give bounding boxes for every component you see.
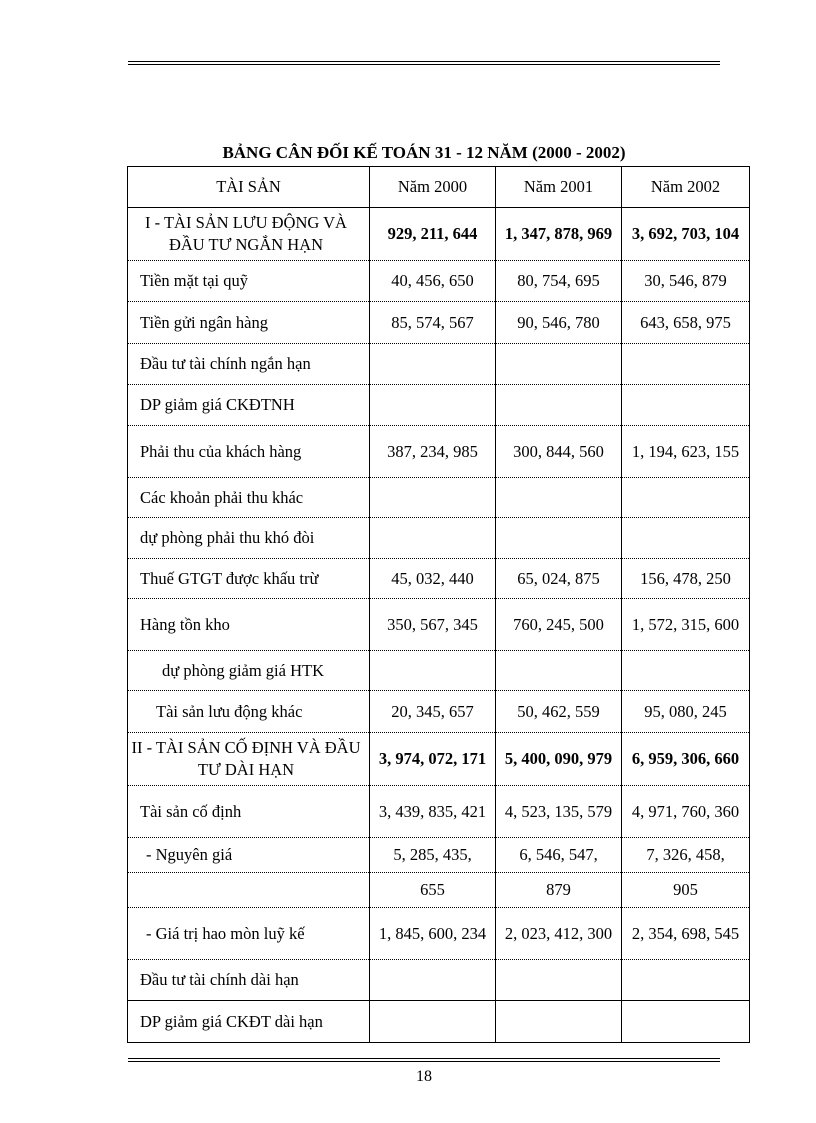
row-value-2000 xyxy=(370,385,496,426)
row-value-2000: 85, 574, 567 xyxy=(370,302,496,344)
row-value-2000 xyxy=(370,478,496,518)
header-2001: Năm 2001 xyxy=(496,167,622,208)
table-row xyxy=(128,385,750,426)
row-value-2002 xyxy=(622,960,750,1001)
table-row xyxy=(128,518,750,559)
table-row xyxy=(128,838,750,873)
row-value-2001: 300, 844, 560 xyxy=(496,426,622,478)
row-value-2001: 4, 523, 135, 579 xyxy=(496,786,622,838)
row-value-2002: 1, 194, 623, 155 xyxy=(622,426,750,478)
table-row xyxy=(128,733,750,786)
row-value-2000: 5, 285, 435, xyxy=(370,838,496,873)
row-value-2001 xyxy=(496,960,622,1001)
row-value-2001 xyxy=(496,651,622,691)
table-row xyxy=(128,651,750,691)
row-value-2000 xyxy=(370,518,496,559)
balance-sheet-table xyxy=(127,166,750,1043)
row-value-2000: 3, 439, 835, 421 xyxy=(370,786,496,838)
row-value-2000: 655 xyxy=(370,873,496,908)
row-asset: Tài sản lưu động khác xyxy=(128,691,370,733)
row-value-2000: 20, 345, 657 xyxy=(370,691,496,733)
row-value-2002: 2, 354, 698, 545 xyxy=(622,908,750,960)
table-row xyxy=(128,302,750,344)
row-value-2000: 929, 211, 644 xyxy=(370,208,496,261)
row-value-2002: 30, 546, 879 xyxy=(622,261,750,302)
row-asset: Đầu tư tài chính ngắn hạn xyxy=(128,344,370,385)
row-asset xyxy=(128,873,370,908)
row-value-2002: 7, 326, 458, xyxy=(622,838,750,873)
row-value-2001 xyxy=(496,518,622,559)
row-asset: Thuế GTGT được khấu trừ xyxy=(128,559,370,599)
table-row xyxy=(128,908,750,960)
row-value-2002: 156, 478, 250 xyxy=(622,559,750,599)
top-double-rule xyxy=(128,61,720,65)
row-value-2000 xyxy=(370,651,496,691)
row-value-2002: 4, 971, 760, 360 xyxy=(622,786,750,838)
row-asset: DP giảm giá CKĐTNH xyxy=(128,385,370,426)
table-row xyxy=(128,559,750,599)
row-value-2001 xyxy=(496,478,622,518)
table-row xyxy=(128,208,750,261)
row-value-2001: 80, 754, 695 xyxy=(496,261,622,302)
header-2000: Năm 2000 xyxy=(370,167,496,208)
bottom-double-rule xyxy=(128,1058,720,1062)
table-header-row xyxy=(128,167,750,208)
row-asset: II - TÀI SẢN CỐ ĐỊNH VÀ ĐẦU TƯ DÀI HẠN xyxy=(128,733,370,786)
header-2002: Năm 2002 xyxy=(622,167,750,208)
row-value-2001 xyxy=(496,344,622,385)
row-value-2002: 905 xyxy=(622,873,750,908)
row-asset: Phải thu của khách hàng xyxy=(128,426,370,478)
row-value-2001: 760, 245, 500 xyxy=(496,599,622,651)
row-value-2002 xyxy=(622,385,750,426)
row-asset: Đầu tư tài chính dài hạn xyxy=(128,960,370,1001)
row-value-2000 xyxy=(370,960,496,1001)
row-value-2000: 40, 456, 650 xyxy=(370,261,496,302)
row-value-2001: 6, 546, 547, xyxy=(496,838,622,873)
table-row xyxy=(128,426,750,478)
row-value-2002: 3, 692, 703, 104 xyxy=(622,208,750,261)
row-value-2001: 90, 546, 780 xyxy=(496,302,622,344)
row-value-2001: 2, 023, 412, 300 xyxy=(496,908,622,960)
row-value-2002 xyxy=(622,344,750,385)
row-asset: dự phòng giảm giá HTK xyxy=(128,651,370,691)
row-asset: - Giá trị hao mòn luỹ kế xyxy=(128,908,370,960)
table-row xyxy=(128,344,750,385)
row-value-2000: 387, 234, 985 xyxy=(370,426,496,478)
row-asset: Tiền mặt tại quỹ xyxy=(128,261,370,302)
table-row xyxy=(128,691,750,733)
table-row xyxy=(128,599,750,651)
row-value-2000: 1, 845, 600, 234 xyxy=(370,908,496,960)
row-value-2001: 50, 462, 559 xyxy=(496,691,622,733)
row-asset: dự phòng phải thu khó đòi xyxy=(128,518,370,559)
table-row xyxy=(128,960,750,1001)
row-value-2001: 1, 347, 878, 969 xyxy=(496,208,622,261)
row-value-2001: 879 xyxy=(496,873,622,908)
row-value-2000: 45, 032, 440 xyxy=(370,559,496,599)
table-row xyxy=(128,261,750,302)
row-asset: Các khoản phải thu khác xyxy=(128,478,370,518)
row-asset: - Nguyên giá xyxy=(128,838,370,873)
row-value-2001: 65, 024, 875 xyxy=(496,559,622,599)
row-value-2002: 6, 959, 306, 660 xyxy=(622,733,750,786)
row-value-2002: 643, 658, 975 xyxy=(622,302,750,344)
row-asset: Hàng tồn kho xyxy=(128,599,370,651)
row-value-2000: 3, 974, 072, 171 xyxy=(370,733,496,786)
row-value-2001 xyxy=(496,385,622,426)
table-row xyxy=(128,478,750,518)
row-value-2002 xyxy=(622,478,750,518)
document-title: BẢNG CÂN ĐỐI KẾ TOÁN 31 - 12 NĂM (2000 - 2002) xyxy=(222,143,626,162)
table-row xyxy=(128,786,750,838)
table-row xyxy=(128,1001,750,1043)
row-value-2001: 5, 400, 090, 979 xyxy=(496,733,622,786)
row-value-2000: 350, 567, 345 xyxy=(370,599,496,651)
row-value-2002 xyxy=(622,651,750,691)
row-value-2002: 95, 080, 245 xyxy=(622,691,750,733)
row-value-2002 xyxy=(622,518,750,559)
row-asset: DP giảm giá CKĐT dài hạn xyxy=(128,1001,370,1043)
row-value-2000 xyxy=(370,1001,496,1043)
row-asset: Tiền gửi ngân hàng xyxy=(128,302,370,344)
row-value-2002: 1, 572, 315, 600 xyxy=(622,599,750,651)
table-row xyxy=(128,873,750,908)
header-assets: TÀI SẢN xyxy=(128,167,370,208)
page-number: 18 xyxy=(416,1068,432,1085)
row-value-2002 xyxy=(622,1001,750,1043)
row-value-2000 xyxy=(370,344,496,385)
row-asset: Tài sản cố định xyxy=(128,786,370,838)
row-value-2001 xyxy=(496,1001,622,1043)
row-asset: I - TÀI SẢN LƯU ĐỘNG VÀ ĐẦU TƯ NGẮN HẠN xyxy=(128,208,370,261)
